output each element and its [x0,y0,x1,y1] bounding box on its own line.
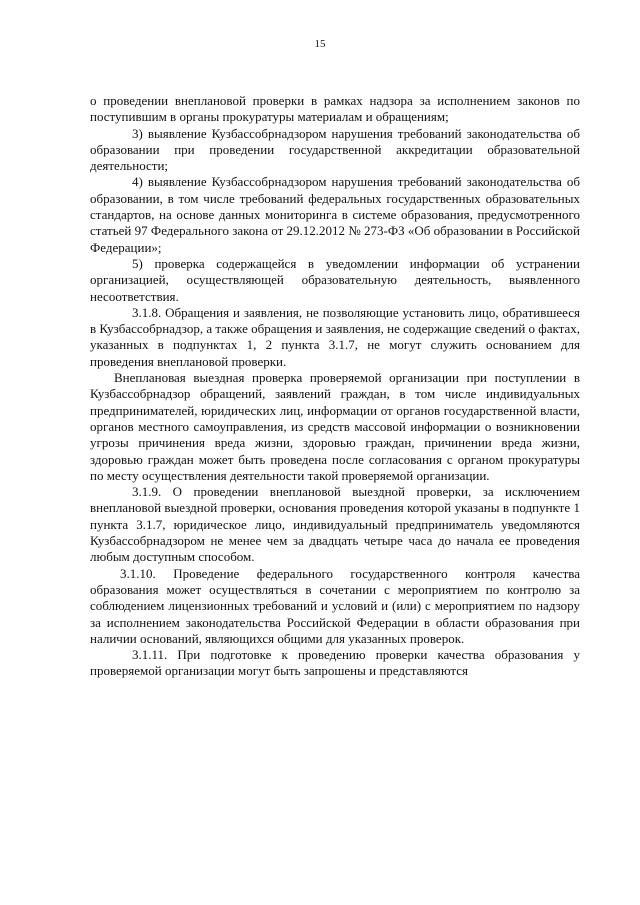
paragraph-3-1-9: 3.1.9. О проведении внеплановой выездной проверки, за исключением внеплановой выездной проверки, основания проведения которой указаны в подпункте 1 пункта 3.1.7, юридическое лицо, индивидуальный предприниматель уведомляются Кузбассобрнадзором не менее чем за двадцать четыре часа до начала ее проведения любым доступным способом. [90,484,580,565]
paragraph-3-1-11: 3.1.11. При подготовке к проведению проверки качества образования у проверяемой организации могут быть запрошены и представляются [90,647,580,679]
paragraph-continuation: о проведении внеплановой проверки в рамках надзора за исполнением законов по поступившим в органы прокуратуры материалам и обращениям; [90,93,580,125]
paragraph-item-5: 5) проверка содержащейся в уведомлении информации об устранении организацией, осуществляющей образовательную деятельность, выявленного несоответствия. [90,255,580,304]
paragraph-item-4: 4) выявление Кузбассобрнадзором нарушения требований законодательства об образовании, в том числе требований федеральных государственных образовательных стандартов, на основе данных мониторинга в системе образования, предусмотренного статьей 97 Федерального закона от 29.12.2012 № 273-ФЗ «Об образовании в Российской Федерации»; [90,174,580,255]
paragraph-item-3: 3) выявление Кузбассобрнадзором нарушения требований законодательства об образовании при проведении государственной аккредитации образовательной деятельности; [90,125,580,174]
page-number: 15 [314,38,326,50]
paragraph-3-1-8: 3.1.8. Обращения и заявления, не позволяющие установить лицо, обратившееся в Кузбассобрнадзор, а также обращения и заявления, не содержащие сведений о фактах, указанных в подпунктах 1, 2 пункта 3.1.7, не могут служить основанием для проведения внеплановой проверки. [90,304,580,369]
paragraph-3-1-10: 3.1.10. Проведение федерального государственного контроля качества образования может осуществляться в сочетании с мероприятием по контролю за соблюдением лицензионных требований и условий и (или) с мероприятием по надзору за исполнением законодательства Российской Федерации в области образования при наличии оснований, являющихся общими для указанных проверок. [90,565,580,646]
paragraph-unscheduled-inspection: Внеплановая выездная проверка проверяемой организации при поступлении в Кузбассобрнадзор обращений, заявлений граждан, в том числе индивидуальных предпринимателей, юридических лиц, информации от органов государственной власти, органов местного самоуправления, из средств массовой информации о возникновении угрозы причинения вреда жизни, здоровью граждан, причинении вреда жизни, здоровью граждан может быть проведена после согласования с органом прокуратуры по месту осуществления деятельности такой проверяемой организации. [90,370,580,483]
document-body [90,93,580,680]
